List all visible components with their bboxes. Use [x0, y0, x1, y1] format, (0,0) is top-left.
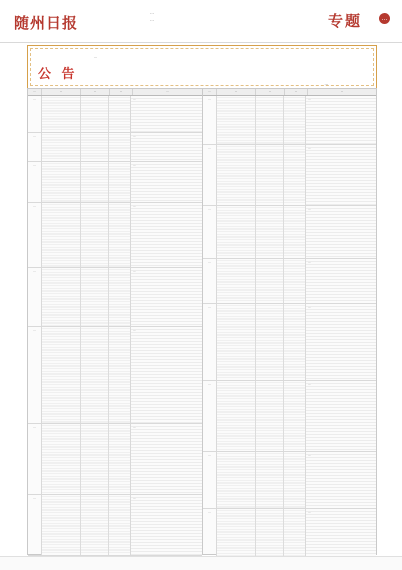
group-rows — [42, 424, 131, 494]
table-header-cell: … — [28, 89, 42, 95]
group-rows — [217, 145, 306, 205]
group-text: … — [131, 133, 202, 161]
group-rows — [42, 327, 131, 423]
group-label: … — [28, 495, 42, 555]
table-row-group — [28, 268, 202, 327]
group-text: … — [306, 509, 376, 559]
table-header-cell: … — [256, 89, 285, 95]
group-rows — [42, 495, 131, 555]
group-rows — [42, 133, 131, 161]
table-header-cell: … — [203, 89, 217, 95]
table-row-group — [28, 424, 202, 495]
table-row-group — [203, 145, 376, 206]
group-text: … — [306, 381, 376, 451]
table-row-group — [203, 452, 376, 509]
group-label: … — [28, 203, 42, 267]
table-left-column — [28, 89, 203, 554]
group-label: … — [28, 268, 42, 326]
table-row-group — [203, 381, 376, 452]
notice-title: 公 告 — [38, 67, 78, 82]
table-row-group — [28, 203, 202, 268]
table-row-group — [203, 259, 376, 304]
group-text: … — [306, 145, 376, 205]
edition-editors: … — [150, 17, 154, 22]
table-left-groups — [28, 96, 202, 556]
group-rows — [42, 203, 131, 267]
group-text: … — [131, 162, 202, 202]
table-row-group — [28, 96, 202, 133]
group-rows — [217, 381, 306, 451]
table-row-group — [203, 96, 376, 145]
signature-org: … — [324, 82, 328, 86]
table-row-group — [28, 327, 202, 424]
table-row-group — [203, 304, 376, 381]
table-header-cell: … — [340, 90, 344, 93]
group-label: … — [203, 96, 217, 144]
group-label: … — [203, 304, 217, 380]
group-text: … — [131, 327, 202, 423]
table-header-cell: … — [81, 89, 110, 95]
group-text: … — [131, 424, 202, 494]
table-header-cell: … — [110, 89, 133, 95]
group-text: … — [306, 206, 376, 258]
group-text: … — [306, 452, 376, 508]
group-label: … — [203, 206, 217, 258]
table-row-group — [203, 206, 376, 259]
table-header-cell: … — [217, 89, 256, 95]
edition-meta — [150, 9, 154, 23]
masthead — [0, 0, 402, 43]
group-rows — [217, 206, 306, 258]
table-header-cell: … — [42, 89, 81, 95]
group-label: … — [203, 259, 217, 303]
edition-date: … — [150, 10, 154, 15]
group-label: … — [28, 96, 42, 132]
table-right-groups — [203, 96, 376, 560]
group-text: … — [306, 259, 376, 303]
group-label: … — [28, 327, 42, 423]
group-text: … — [306, 96, 376, 144]
group-label: … — [28, 133, 42, 161]
notice-table — [27, 88, 377, 555]
group-rows — [217, 452, 306, 508]
group-text: … — [131, 203, 202, 267]
group-label: … — [203, 509, 217, 559]
group-text: … — [131, 268, 202, 326]
table-row-group — [203, 509, 376, 560]
group-rows — [42, 268, 131, 326]
group-text: … — [306, 304, 376, 380]
page-footer — [0, 556, 402, 570]
group-label: … — [203, 145, 217, 205]
table-row-group — [28, 133, 202, 162]
group-label: … — [203, 381, 217, 451]
section-title: 专题 — [327, 12, 362, 30]
group-rows — [42, 162, 131, 202]
group-text: … — [131, 495, 202, 555]
page-number-badge: … — [379, 13, 390, 24]
table-row-group — [28, 162, 202, 203]
table-header — [203, 89, 376, 96]
group-rows — [217, 259, 306, 303]
table-header-cell: … — [285, 89, 308, 95]
newspaper-logo: 随州日报 — [14, 14, 79, 32]
group-rows — [217, 509, 306, 559]
group-text: … — [131, 96, 202, 132]
group-label: … — [203, 452, 217, 508]
group-label: … — [28, 162, 42, 202]
table-header-cell: … — [166, 90, 169, 93]
table-header — [28, 89, 202, 96]
group-rows — [217, 304, 306, 380]
group-rows — [217, 96, 306, 144]
table-row-group — [28, 495, 202, 556]
notice-body: … — [94, 55, 97, 59]
table-right-column — [203, 89, 376, 554]
group-rows — [42, 96, 131, 132]
group-label: … — [28, 424, 42, 494]
